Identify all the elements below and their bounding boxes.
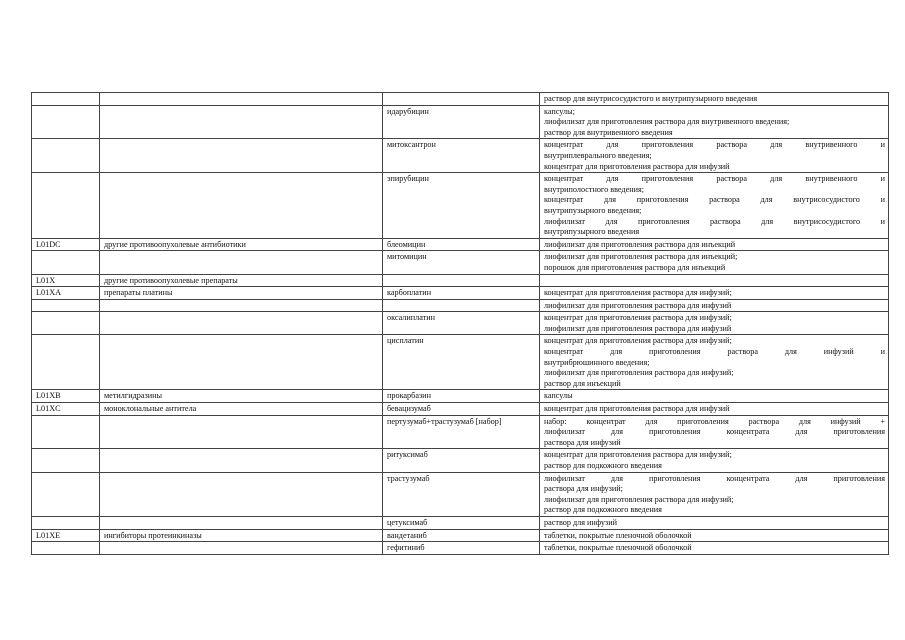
dosage-forms-cell bbox=[540, 251, 889, 274]
dosage-forms-cell bbox=[540, 139, 889, 173]
group-name-cell bbox=[100, 139, 383, 173]
drug-name-cell bbox=[383, 299, 540, 312]
dosage-form-line: раствор для подкожного введения bbox=[544, 461, 662, 470]
dosage-forms-cell bbox=[540, 274, 889, 287]
table-row bbox=[32, 449, 889, 472]
table-row bbox=[32, 93, 889, 106]
atc-code-cell: L01XC bbox=[32, 403, 100, 416]
drug-name-cell: прокарбазин bbox=[383, 390, 540, 403]
group-name-cell bbox=[100, 516, 383, 529]
atc-code-cell bbox=[32, 335, 100, 390]
atc-code-cell: L01DC bbox=[32, 238, 100, 251]
dosage-form-line: концентрат для приготовления раствора для инфузий bbox=[544, 161, 730, 171]
dosage-forms-cell bbox=[540, 312, 889, 335]
dosage-forms-cell bbox=[540, 173, 889, 239]
group-name-cell: другие противоопухолевые препараты bbox=[100, 274, 383, 287]
table-row bbox=[32, 251, 889, 274]
drug-name-cell: карбоплатин bbox=[383, 287, 540, 300]
dosage-form-line: лиофилизат для приготовления раствора для инфузий; bbox=[544, 368, 734, 378]
dosage-form-line: раствор для внутривенного введения bbox=[544, 127, 673, 137]
atc-code-cell bbox=[32, 516, 100, 529]
dosage-form-line: лиофилизат для приготовления раствора для инфузий bbox=[544, 300, 732, 310]
atc-code-cell: L01XB bbox=[32, 390, 100, 403]
dosage-form-line: внутрипузырного введения; bbox=[544, 205, 642, 215]
dosage-forms-cell bbox=[540, 449, 889, 472]
drug-name-cell bbox=[383, 274, 540, 287]
group-name-cell: препараты платины bbox=[100, 287, 383, 300]
drug-name-cell: эпирубицин bbox=[383, 173, 540, 239]
table-row bbox=[32, 472, 889, 516]
dosage-form-line: концентрат для приготовления раствора для инфузий; bbox=[544, 336, 732, 346]
drug-name-cell: митомицин bbox=[383, 251, 540, 274]
dosage-forms-cell bbox=[540, 415, 889, 449]
table-row bbox=[32, 139, 889, 173]
table-row bbox=[32, 312, 889, 335]
dosage-forms-cell bbox=[540, 542, 889, 555]
drug-name-cell: пертузумаб+трастузумаб [набор] bbox=[383, 415, 540, 449]
drug-name-cell: митоксантрон bbox=[383, 139, 540, 173]
group-name-cell: другие противоопухолевые антибиотики bbox=[100, 238, 383, 251]
dosage-form-line: лиофилизат для приготовления раствора для инфузий bbox=[544, 323, 732, 333]
table-body bbox=[32, 93, 889, 555]
dosage-form-line: концентрат для приготовления раствора для инфузий; bbox=[544, 313, 732, 323]
drug-table bbox=[31, 92, 889, 555]
atc-code-cell bbox=[32, 251, 100, 274]
group-name-cell: ингибиторы протеинкиназы bbox=[100, 529, 383, 542]
atc-code-cell bbox=[32, 312, 100, 335]
atc-code-cell bbox=[32, 415, 100, 449]
dosage-form-line: внутриполостного введения; bbox=[544, 184, 645, 194]
table-row bbox=[32, 287, 889, 300]
dosage-forms-cell bbox=[540, 516, 889, 529]
dosage-form-line: внутрипузырного введения bbox=[544, 227, 640, 237]
group-name-cell bbox=[100, 173, 383, 239]
drug-name-cell: цисплатин bbox=[383, 335, 540, 390]
atc-code-cell: L01XE bbox=[32, 529, 100, 542]
group-name-cell bbox=[100, 251, 383, 274]
atc-code-cell bbox=[32, 105, 100, 139]
dosage-form-line: раствор для подкожного введения bbox=[544, 505, 662, 515]
dosage-forms-cell bbox=[540, 105, 889, 139]
table-row bbox=[32, 516, 889, 529]
group-name-cell bbox=[100, 542, 383, 555]
dosage-form-line: лиофилизат для приготовления раствора для инъекций; bbox=[544, 252, 738, 262]
dosage-forms-cell bbox=[540, 529, 889, 542]
group-name-cell bbox=[100, 415, 383, 449]
dosage-form-line: порошок для приготовления раствора для инъекций bbox=[544, 262, 726, 272]
drug-name-cell: цетуксимаб bbox=[383, 516, 540, 529]
drug-name-cell: вандетаниб bbox=[383, 529, 540, 542]
atc-code-cell bbox=[32, 299, 100, 312]
table-row bbox=[32, 173, 889, 239]
group-name-cell bbox=[100, 335, 383, 390]
dosage-form-line: лиофилизат для приготовления раствора для внутрисосудистого и bbox=[544, 216, 885, 226]
drug-name-cell: идарубицин bbox=[383, 105, 540, 139]
dosage-form-line: набор: концентрат для приготовления раствора для инфузий + bbox=[544, 416, 885, 426]
dosage-form-line: раствор для инъекций bbox=[544, 378, 621, 388]
drug-name-cell: ритуксимаб bbox=[383, 449, 540, 472]
group-name-cell: метилгидразины bbox=[100, 390, 383, 403]
group-name-cell bbox=[100, 299, 383, 312]
drug-name-cell: трастузумаб bbox=[383, 472, 540, 516]
drug-name-cell: оксалиплатин bbox=[383, 312, 540, 335]
dosage-forms-cell bbox=[540, 403, 889, 416]
atc-code-cell bbox=[32, 93, 100, 106]
dosage-form-line: раствор для инфузий bbox=[544, 517, 618, 527]
dosage-form-line: концентрат для приготовления раствора для инфузий bbox=[544, 404, 730, 414]
atc-code-cell bbox=[32, 472, 100, 516]
group-name-cell bbox=[100, 312, 383, 335]
group-name-cell bbox=[100, 105, 383, 139]
group-name-cell bbox=[100, 472, 383, 516]
group-name-cell bbox=[100, 449, 383, 472]
drug-name-cell: бевацизумаб bbox=[383, 403, 540, 416]
dosage-forms-cell bbox=[540, 335, 889, 390]
table-row bbox=[32, 415, 889, 449]
table-row bbox=[32, 299, 889, 312]
atc-code-cell: L01X bbox=[32, 274, 100, 287]
dosage-form-line: концентрат для приготовления раствора для внутривенного и bbox=[544, 174, 885, 184]
dosage-forms-cell bbox=[540, 287, 889, 300]
dosage-form-line: внутриплеврального введения; bbox=[544, 150, 652, 160]
table-row bbox=[32, 542, 889, 555]
dosage-form-line: лиофилизат для приготовления раствора для внутривенного введения; bbox=[544, 117, 790, 127]
atc-code-cell bbox=[32, 173, 100, 239]
table-row bbox=[32, 529, 889, 542]
drug-name-cell: гефитиниб bbox=[383, 542, 540, 555]
atc-code-cell bbox=[32, 139, 100, 173]
table-row bbox=[32, 274, 889, 287]
dosage-form-line: раствор для внутрисосудистого и внутрипузырного введения bbox=[544, 94, 758, 103]
group-name-cell: моноклональные антитела bbox=[100, 403, 383, 416]
drug-name-cell bbox=[383, 93, 540, 106]
dosage-form-line: таблетки, покрытые пленочной оболочкой bbox=[544, 530, 692, 540]
dosage-form-line: концентрат для приготовления раствора для инфузий и bbox=[544, 347, 885, 357]
dosage-form-line: капсулы bbox=[544, 391, 573, 401]
dosage-forms-cell bbox=[540, 238, 889, 251]
table-row bbox=[32, 105, 889, 139]
atc-code-cell bbox=[32, 449, 100, 472]
dosage-forms-cell bbox=[540, 390, 889, 403]
dosage-form-line: концентрат для приготовления раствора для внутрисосудистого и bbox=[544, 195, 885, 205]
dosage-form-line: лиофилизат для приготовления раствора для инфузий; bbox=[544, 494, 734, 504]
drug-name-cell: блеомицин bbox=[383, 238, 540, 251]
dosage-form-line: концентрат для приготовления раствора для инфузий; bbox=[544, 450, 732, 460]
group-name-cell bbox=[100, 93, 383, 106]
dosage-form-line: лиофилизат для приготовления раствора для инъекций bbox=[544, 239, 736, 249]
dosage-form-line: концентрат для приготовления раствора для инфузий; bbox=[544, 288, 732, 298]
dosage-form-line: раствора для инфузий bbox=[544, 437, 621, 447]
dosage-form-line: капсулы; bbox=[544, 106, 575, 116]
atc-code-cell: L01XA bbox=[32, 287, 100, 300]
dosage-forms-cell bbox=[540, 299, 889, 312]
table-row bbox=[32, 390, 889, 403]
table-row bbox=[32, 238, 889, 251]
dosage-form-line: лиофилизат для приготовления концентрата для приготовления bbox=[544, 473, 885, 483]
atc-code-cell bbox=[32, 542, 100, 555]
dosage-form-line: лиофилизат для приготовления концентрата для приготовления bbox=[544, 427, 885, 437]
dosage-form-line: концентрат для приготовления раствора для внутривенного и bbox=[544, 140, 885, 150]
table-row bbox=[32, 335, 889, 390]
dosage-form-line: таблетки, покрытые пленочной оболочкой bbox=[544, 543, 692, 553]
dosage-form-line: внутрибрюшинного введения; bbox=[544, 357, 650, 367]
table-row bbox=[32, 403, 889, 416]
dosage-form-line bbox=[544, 276, 885, 287]
dosage-forms-cell bbox=[540, 472, 889, 516]
dosage-form-line: раствора для инфузий; bbox=[544, 484, 623, 494]
dosage-forms-cell bbox=[540, 93, 889, 106]
